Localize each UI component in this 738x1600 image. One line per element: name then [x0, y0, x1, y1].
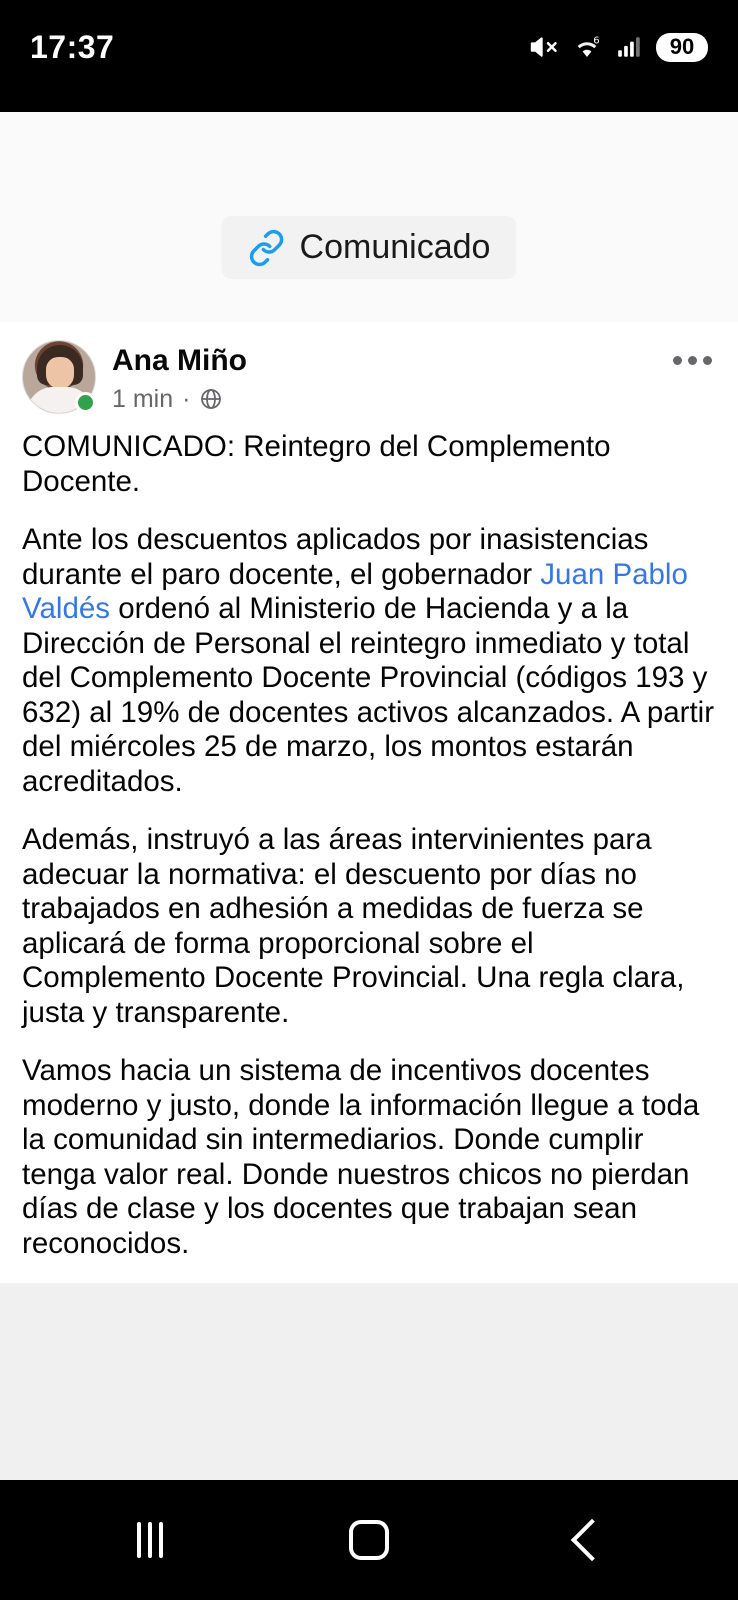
post-separator: · [182, 384, 191, 413]
paragraph2-after: ordenó al Ministerio de Hacienda y a la Dirección de Personal el reintegro inmediato y total del Complemento Docente Provincial (códigos 193 y 632) al 19% de docentes activos alcanzados. A partir del miércoles 25 de marzo, los montos estarán acreditados. [22, 592, 715, 798]
mute-icon [528, 32, 558, 62]
content-filler [0, 1283, 738, 1480]
post-timestamp: 1 min [112, 384, 174, 413]
status-bar [0, 0, 738, 112]
globe-icon[interactable] [199, 387, 223, 411]
battery-icon: 90 [656, 33, 708, 62]
post-header [22, 340, 716, 414]
android-nav-bar [0, 1480, 738, 1600]
post-subline [112, 385, 247, 414]
post-paragraph-4: Vamos hacia un sistema de incentivos docentes moderno y justo, donde la información llegue a toda la comunidad sin intermediarios. Donde cumplir tenga valor real. Donde nuestros chicos no pierdan días de clase y los docentes que trabajan sean reconocidos. [22, 1054, 700, 1260]
svg-text:6: 6 [593, 35, 600, 47]
online-status-dot [75, 392, 96, 413]
more-options-icon[interactable] [673, 356, 712, 365]
recents-bar [159, 1522, 163, 1558]
paragraph2-before: Ante los descuentos aplicados por inasistencias durante el paro docente, el gobernador [22, 523, 649, 591]
post-paragraph-3: Además, instruyó a las áreas intervinientes para adecuar la normativa: el descuento por días no trabajados en adhesión a medidas de fuerza se aplicará de forma proporcional sobre el Complemento Docente Provincial. Una regla clara, justa y transparente. [22, 823, 685, 1029]
link-icon [248, 229, 286, 267]
home-icon [349, 1520, 389, 1560]
status-icon-group [528, 32, 708, 62]
recents-icon [137, 1522, 163, 1558]
status-clock: 17:37 [30, 28, 115, 65]
more-dot [688, 356, 697, 365]
post-author-name[interactable]: Ana Miño [112, 344, 247, 377]
avatar-face [46, 357, 74, 389]
wifi-icon [572, 32, 602, 62]
back-icon [571, 1519, 613, 1561]
post-card [0, 322, 738, 1283]
back-button[interactable] [528, 1480, 648, 1600]
recents-bar [148, 1522, 152, 1558]
recents-button[interactable] [90, 1480, 210, 1600]
more-dot [703, 356, 712, 365]
post-paragraph-1: COMUNICADO: Reintegro del Complemento Docente. [22, 430, 611, 498]
comunicado-banner [0, 112, 738, 322]
post-paragraph-2 [22, 523, 716, 799]
avatar[interactable] [22, 340, 96, 414]
post-body [22, 430, 716, 1261]
comunicado-chip[interactable] [222, 216, 517, 279]
recents-bar [137, 1522, 141, 1558]
mention-link[interactable]: Juan Pablo Valdés [22, 557, 688, 625]
home-button[interactable] [309, 1480, 429, 1600]
post-meta [112, 340, 247, 414]
more-dot [673, 356, 682, 365]
comunicado-label: Comunicado [299, 228, 491, 266]
signal-icon [616, 33, 642, 61]
